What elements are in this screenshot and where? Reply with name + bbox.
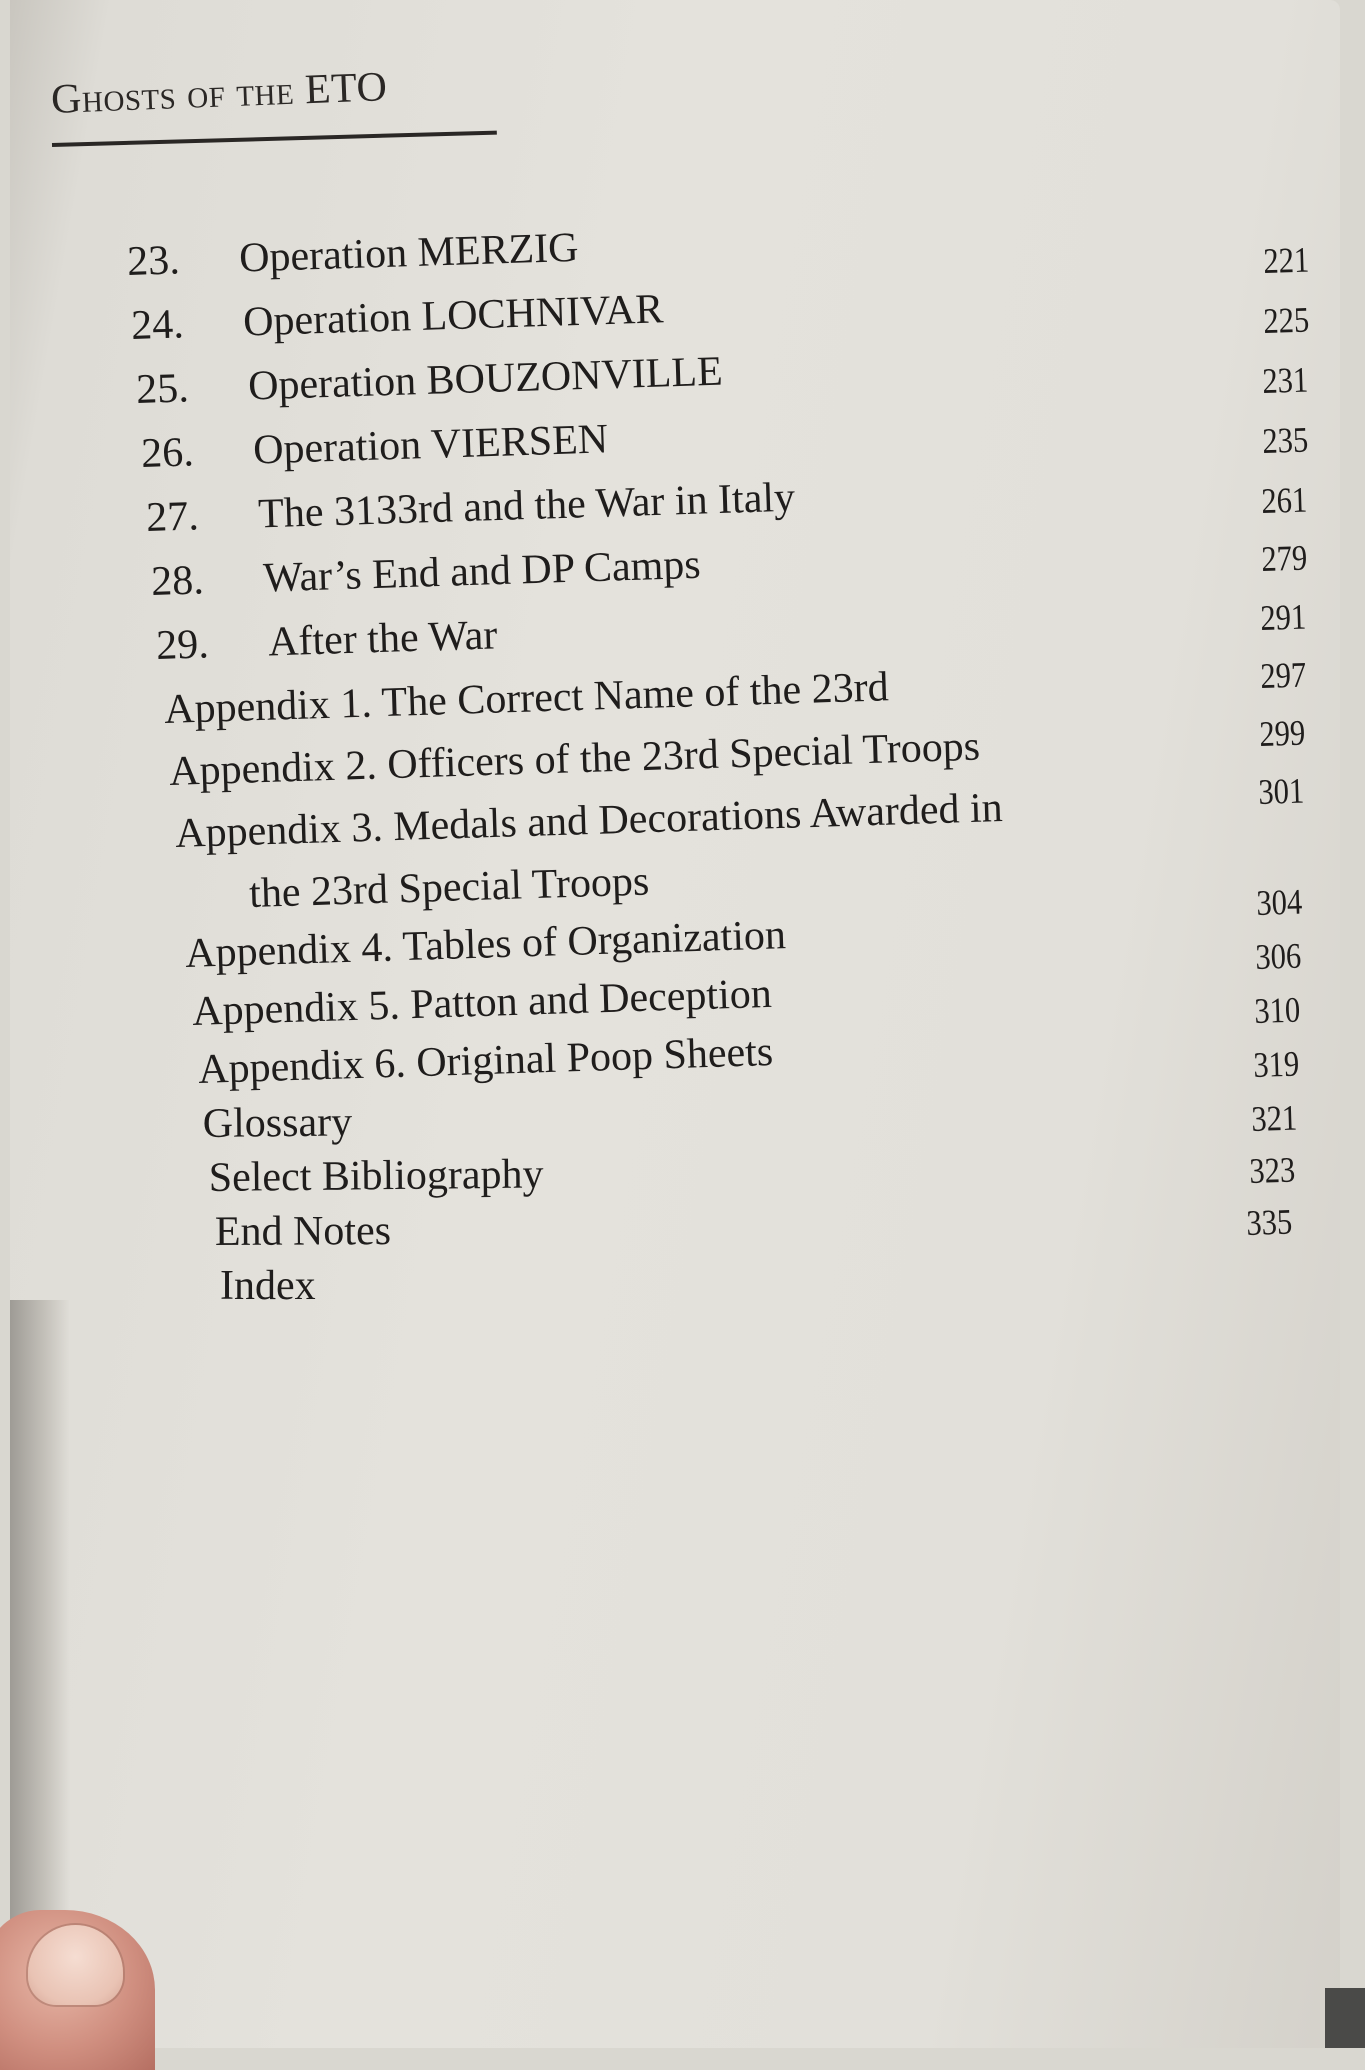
toc-entry: [140, 415, 608, 478]
page-number: 299: [1258, 712, 1306, 755]
page-number: 231: [1261, 359, 1309, 402]
page-number: 304: [1255, 881, 1303, 924]
appendix-title-continuation: the 23rd Special Troops: [248, 858, 650, 918]
page-number: 321: [1250, 1097, 1298, 1140]
page-number: 279: [1260, 537, 1308, 580]
appendix-title: Appendix 4. Tables of Organization: [184, 912, 787, 978]
page-number: 261: [1260, 479, 1308, 522]
page-number: 235: [1261, 419, 1309, 462]
appendix-title: Appendix 1. The Correct Name of the 23rd: [163, 664, 890, 734]
appendix-title: Appendix 6. Original Poop Sheets: [197, 1028, 774, 1094]
toc-entry-continuation: [248, 857, 649, 918]
toc-entry: [197, 1028, 773, 1094]
page-number: 301: [1257, 770, 1305, 813]
chapter-number: 27.: [145, 493, 200, 542]
page-number: 291: [1259, 596, 1307, 639]
backmatter-title: Select Bibliography: [208, 1151, 544, 1201]
chapter-title: The 3133rd and the War in Italy: [257, 474, 796, 538]
chapter-title: Operation MERZIG: [238, 224, 580, 282]
toc-entry: [184, 911, 786, 978]
page-number: 335: [1245, 1201, 1293, 1244]
toc-entry: [174, 784, 1003, 858]
toc-entry: [215, 1207, 391, 1256]
backmatter-title: Index: [220, 1263, 316, 1309]
toc-entry: [191, 970, 772, 1036]
page-number: 310: [1253, 989, 1301, 1032]
chapter-number: 28.: [150, 557, 205, 606]
toc-entry: [126, 224, 579, 286]
appendix-title: Appendix 5. Patton and Deception: [191, 970, 773, 1036]
appendix-title: Appendix 2. Officers of the 23rd Special Troops: [168, 723, 981, 796]
toc-entry: [163, 663, 889, 734]
chapter-title: Operation LOCHNIVAR: [242, 286, 665, 346]
toc-entry: [155, 611, 497, 670]
toc-entry: [135, 348, 723, 414]
chapter-title: War’s End and DP Camps: [262, 541, 702, 602]
chapter-number: 25.: [135, 365, 190, 414]
page-number: 225: [1262, 299, 1310, 342]
chapter-title: After the War: [267, 612, 498, 666]
backmatter-title: Glossary: [202, 1099, 353, 1147]
toc-entry: [208, 1150, 543, 1202]
page-number: 323: [1248, 1149, 1296, 1192]
toc-entry: [130, 285, 664, 350]
chapter-title: Operation VIERSEN: [252, 416, 609, 474]
page-number: 221: [1262, 239, 1310, 282]
chapter-number: 23.: [126, 237, 181, 286]
chapter-number: 29.: [155, 621, 210, 670]
appendix-title: Appendix 3. Medals and Decorations Awarded in: [174, 785, 1004, 858]
backmatter-title: End Notes: [214, 1208, 392, 1255]
toc-entry: [145, 474, 795, 542]
toc-entry: [220, 1262, 316, 1310]
running-head: Ghosts of the ETO: [50, 64, 389, 124]
toc-entry: [168, 723, 980, 796]
page-number: 306: [1254, 935, 1302, 978]
page-number: 319: [1252, 1043, 1300, 1086]
toc-entry: [150, 541, 701, 606]
chapter-number: 26.: [140, 429, 195, 478]
toc-entry: [202, 1098, 352, 1148]
chapter-title: Operation BOUZONVILLE: [247, 348, 724, 410]
chapter-number: 24.: [130, 301, 185, 350]
page-number: 297: [1259, 654, 1307, 697]
